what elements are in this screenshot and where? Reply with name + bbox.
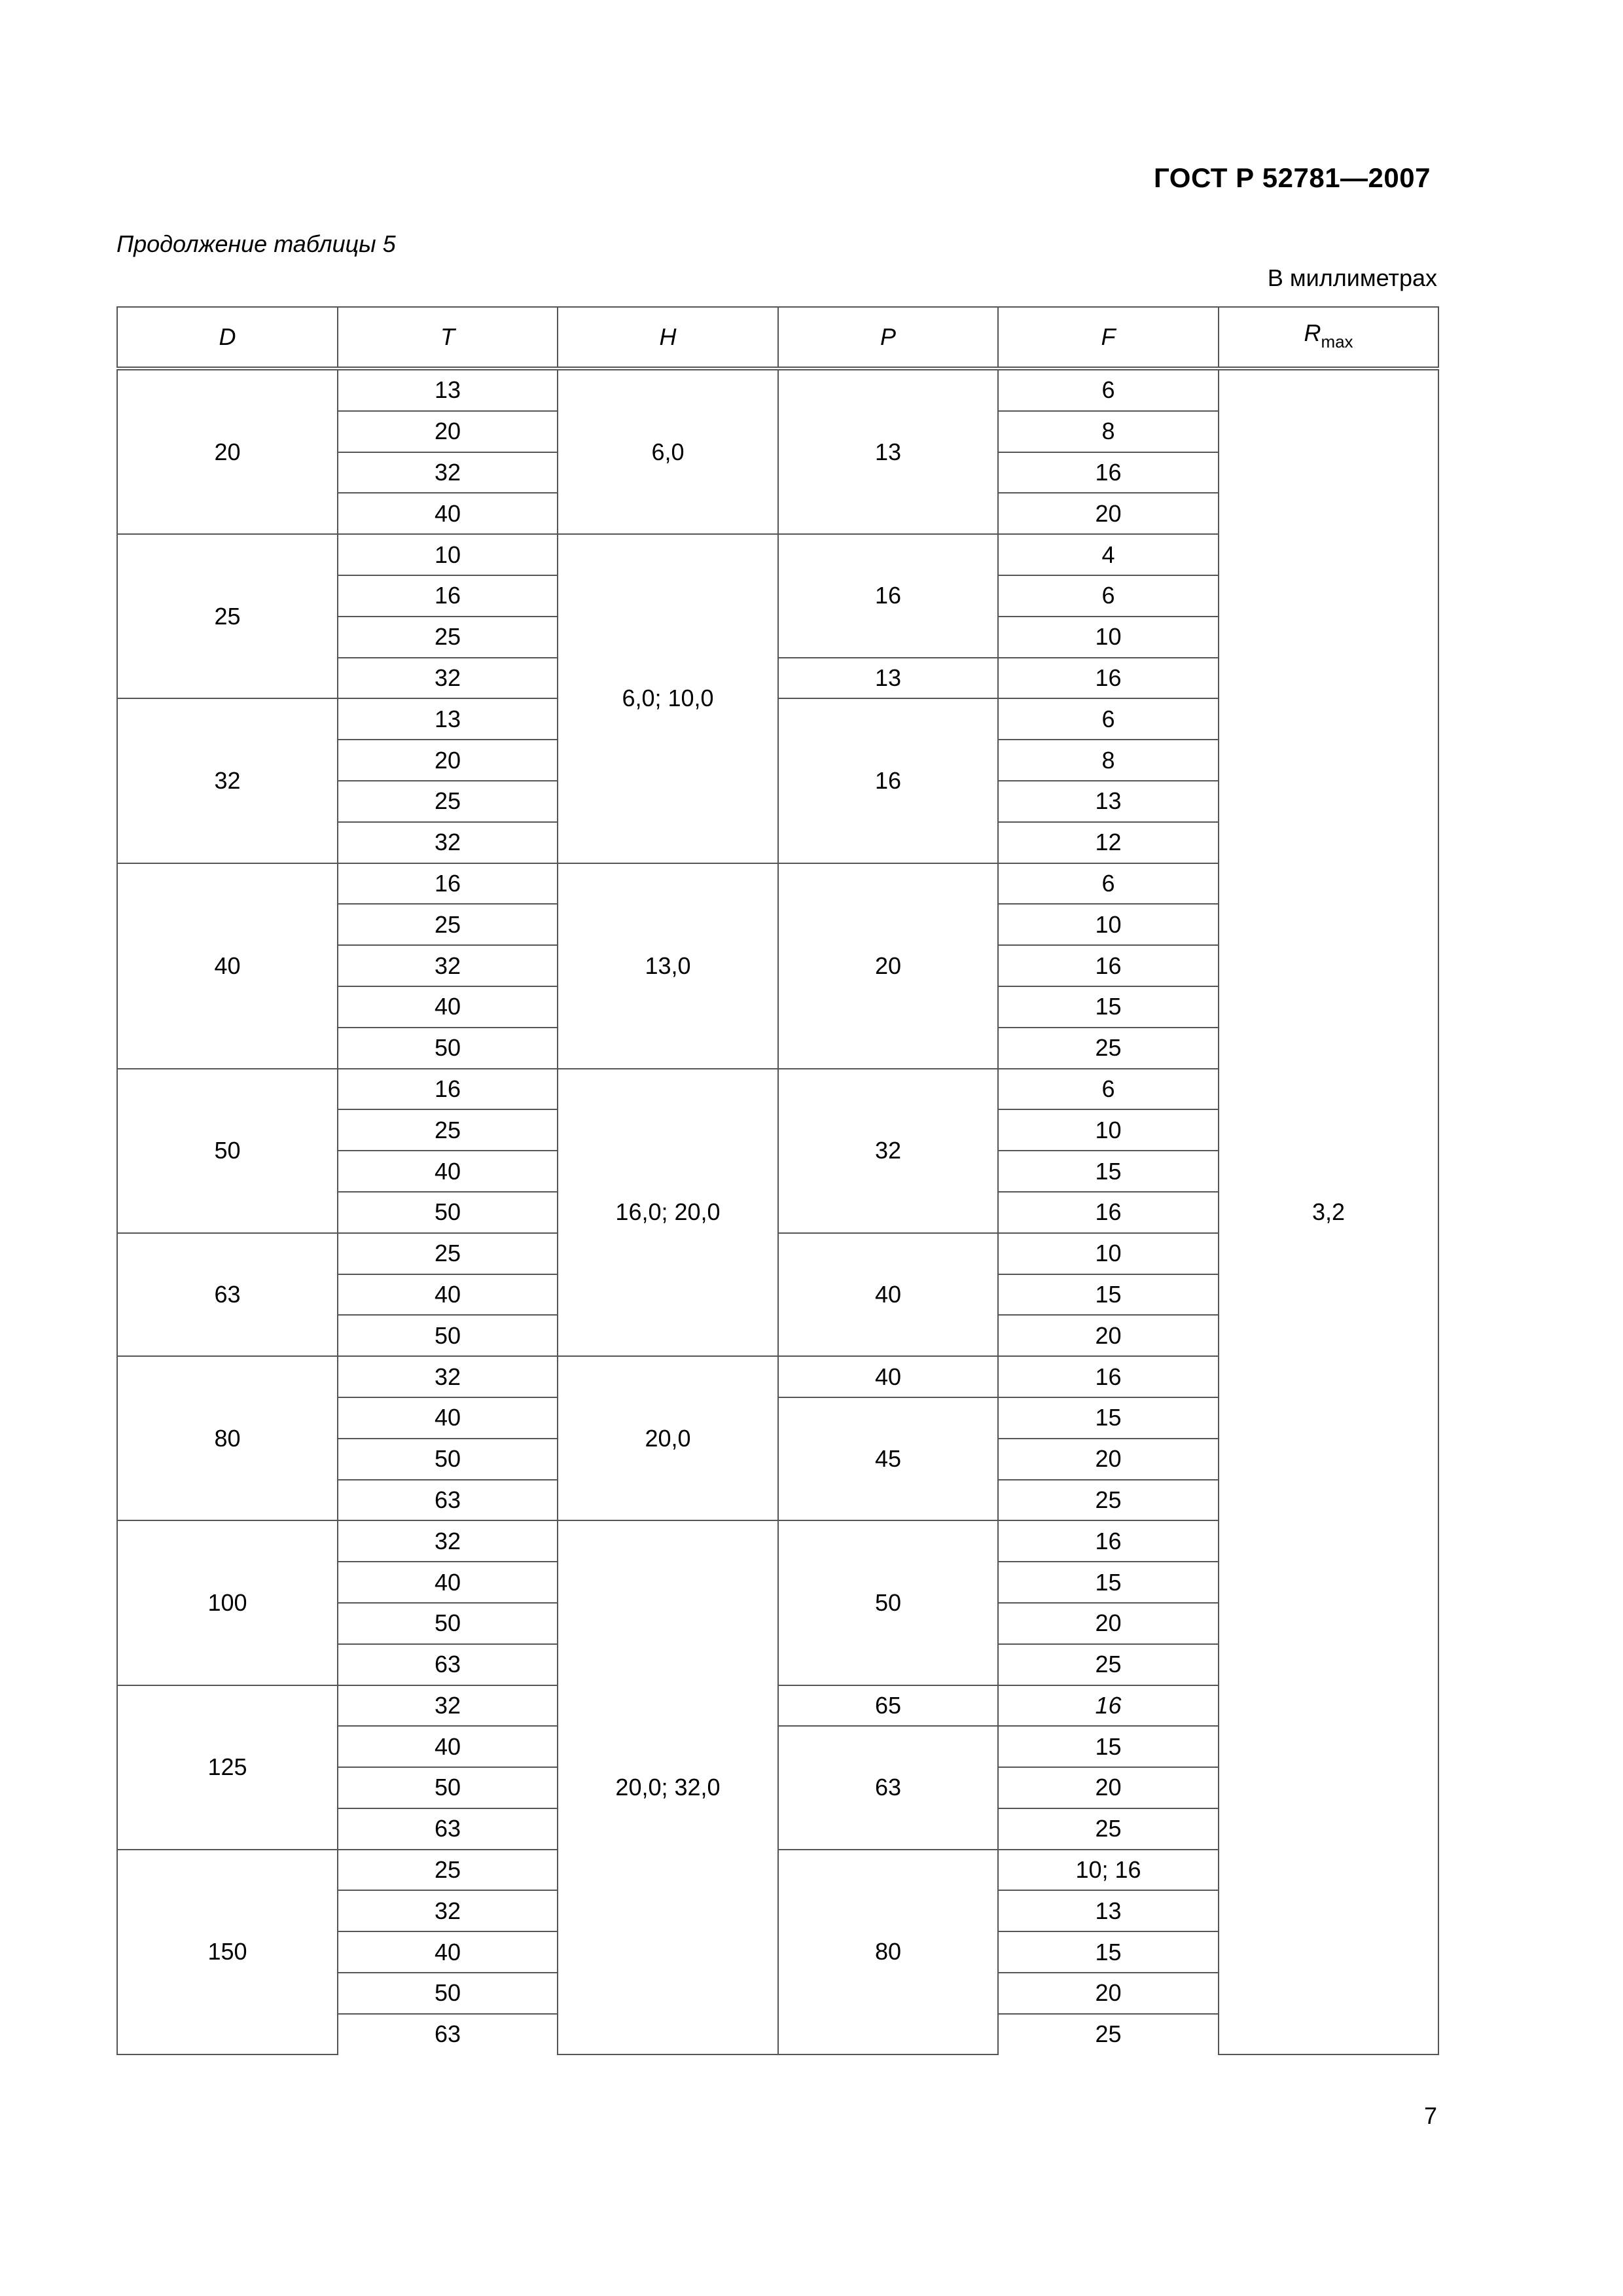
cell-t: 50	[338, 1315, 558, 1356]
cell-f: 15	[998, 1274, 1219, 1316]
table-header-row	[117, 307, 1438, 368]
cell-f: 4	[998, 534, 1219, 575]
cell-f: 20	[998, 1973, 1219, 2014]
cell-f: 25	[998, 1480, 1219, 1521]
cell-h: 6,0; 10,0	[558, 534, 778, 863]
cell-t: 63	[338, 2014, 558, 2054]
cell-t: 50	[338, 1603, 558, 1644]
cell-f: 6	[998, 698, 1219, 740]
col-header-t: T	[338, 307, 558, 368]
cell-f: 15	[998, 1726, 1219, 1767]
cell-p: 40	[778, 1233, 998, 1356]
cell-p: 13	[778, 658, 998, 699]
cell-t: 63	[338, 1480, 558, 1521]
cell-f: 10	[998, 904, 1219, 945]
page-number: 7	[1423, 2102, 1437, 2129]
cell-d: 25	[117, 534, 338, 698]
cell-t: 32	[338, 1356, 558, 1397]
cell-t: 32	[338, 452, 558, 493]
dimensions-table	[116, 306, 1439, 2055]
cell-t: 25	[338, 904, 558, 945]
cell-f: 8	[998, 740, 1219, 781]
cell-f: 15	[998, 1151, 1219, 1192]
cell-t: 40	[338, 493, 558, 534]
cell-t: 40	[338, 1274, 558, 1316]
cell-t: 16	[338, 1069, 558, 1110]
cell-d: 20	[117, 368, 338, 534]
cell-f: 15	[998, 1562, 1219, 1603]
cell-t: 32	[338, 1890, 558, 1931]
col-header-p: P	[778, 307, 998, 368]
cell-p: 65	[778, 1685, 998, 1727]
cell-t: 63	[338, 1644, 558, 1685]
cell-p: 16	[778, 698, 998, 863]
cell-t: 50	[338, 1973, 558, 2014]
cell-f: 25	[998, 1644, 1219, 1685]
cell-t: 63	[338, 1808, 558, 1850]
cell-h: 20,0	[558, 1356, 778, 1520]
cell-t: 32	[338, 1685, 558, 1727]
cell-f: 13	[998, 1890, 1219, 1931]
cell-p: 63	[778, 1726, 998, 1849]
cell-t: 40	[338, 1726, 558, 1767]
cell-t: 20	[338, 740, 558, 781]
cell-t: 16	[338, 575, 558, 617]
cell-f: 6	[998, 1069, 1219, 1110]
col-header-rmax-letter: R	[1304, 319, 1321, 346]
cell-f: 10; 16	[998, 1850, 1219, 1891]
table-continuation-caption: Продолжение таблицы 5	[116, 230, 396, 257]
cell-f: 12	[998, 822, 1219, 863]
cell-f: 25	[998, 2014, 1219, 2054]
cell-f: 16	[998, 1356, 1219, 1397]
cell-f: 15	[998, 1397, 1219, 1439]
cell-rmax: 3,2	[1219, 368, 1438, 2054]
cell-f: 25	[998, 1808, 1219, 1850]
cell-f: 20	[998, 1439, 1219, 1480]
cell-t: 25	[338, 1233, 558, 1274]
cell-t: 50	[338, 1439, 558, 1480]
cell-f: 6	[998, 368, 1219, 411]
cell-t: 40	[338, 1151, 558, 1192]
cell-f: 15	[998, 986, 1219, 1028]
cell-p: 80	[778, 1850, 998, 2054]
cell-h: 20,0; 32,0	[558, 1520, 778, 2054]
cell-f: 16	[998, 658, 1219, 699]
cell-p: 45	[778, 1397, 998, 1520]
cell-f: 16	[998, 452, 1219, 493]
cell-d: 80	[117, 1356, 338, 1520]
cell-t: 40	[338, 1562, 558, 1603]
cell-f: 16	[998, 1685, 1219, 1727]
col-header-rmax-subscript: max	[1321, 331, 1353, 351]
cell-h: 6,0	[558, 368, 778, 534]
cell-f: 8	[998, 411, 1219, 452]
cell-h: 13,0	[558, 863, 778, 1069]
cell-t: 32	[338, 658, 558, 699]
table-row	[117, 368, 1438, 411]
cell-p: 50	[778, 1520, 998, 1685]
cell-f: 13	[998, 781, 1219, 822]
units-note: В миллиметрах	[1267, 264, 1437, 291]
cell-t: 32	[338, 945, 558, 986]
cell-t: 25	[338, 781, 558, 822]
cell-t: 40	[338, 1397, 558, 1439]
cell-t: 16	[338, 863, 558, 905]
cell-d: 40	[117, 863, 338, 1069]
cell-t: 13	[338, 698, 558, 740]
cell-f: 6	[998, 863, 1219, 905]
cell-t: 50	[338, 1028, 558, 1069]
cell-t: 50	[338, 1767, 558, 1808]
standard-code: ГОСТ Р 52781—2007	[1154, 162, 1431, 193]
cell-t: 25	[338, 617, 558, 658]
col-header-h: H	[558, 307, 778, 368]
cell-f: 20	[998, 1315, 1219, 1356]
cell-t: 40	[338, 1931, 558, 1973]
cell-f: 16	[998, 1192, 1219, 1233]
cell-t: 20	[338, 411, 558, 452]
cell-h: 16,0; 20,0	[558, 1069, 778, 1357]
cell-p: 40	[778, 1356, 998, 1397]
cell-f: 10	[998, 1233, 1219, 1274]
cell-d: 32	[117, 698, 338, 863]
cell-p: 16	[778, 534, 998, 657]
col-header-f: F	[998, 307, 1219, 368]
cell-p: 32	[778, 1069, 998, 1233]
cell-t: 40	[338, 986, 558, 1028]
cell-f: 10	[998, 1109, 1219, 1151]
cell-d: 125	[117, 1685, 338, 1850]
cell-f: 15	[998, 1931, 1219, 1973]
cell-p: 13	[778, 368, 998, 534]
cell-t: 13	[338, 368, 558, 411]
cell-f: 6	[998, 575, 1219, 617]
cell-f: 10	[998, 617, 1219, 658]
cell-t: 32	[338, 1520, 558, 1562]
cell-f: 25	[998, 1028, 1219, 1069]
cell-f: 16	[998, 945, 1219, 986]
cell-t: 25	[338, 1109, 558, 1151]
cell-f: 16	[998, 1520, 1219, 1562]
col-header-d: D	[117, 307, 338, 368]
col-header-rmax	[1219, 307, 1438, 368]
cell-t: 32	[338, 822, 558, 863]
cell-p: 20	[778, 863, 998, 1069]
cell-t: 10	[338, 534, 558, 575]
cell-t: 25	[338, 1850, 558, 1891]
cell-f: 20	[998, 1603, 1219, 1644]
cell-d: 100	[117, 1520, 338, 1685]
cell-d: 50	[117, 1069, 338, 1233]
cell-t: 50	[338, 1192, 558, 1233]
cell-f: 20	[998, 1767, 1219, 1808]
cell-d: 63	[117, 1233, 338, 1356]
cell-f: 20	[998, 493, 1219, 534]
cell-d: 150	[117, 1850, 338, 2054]
